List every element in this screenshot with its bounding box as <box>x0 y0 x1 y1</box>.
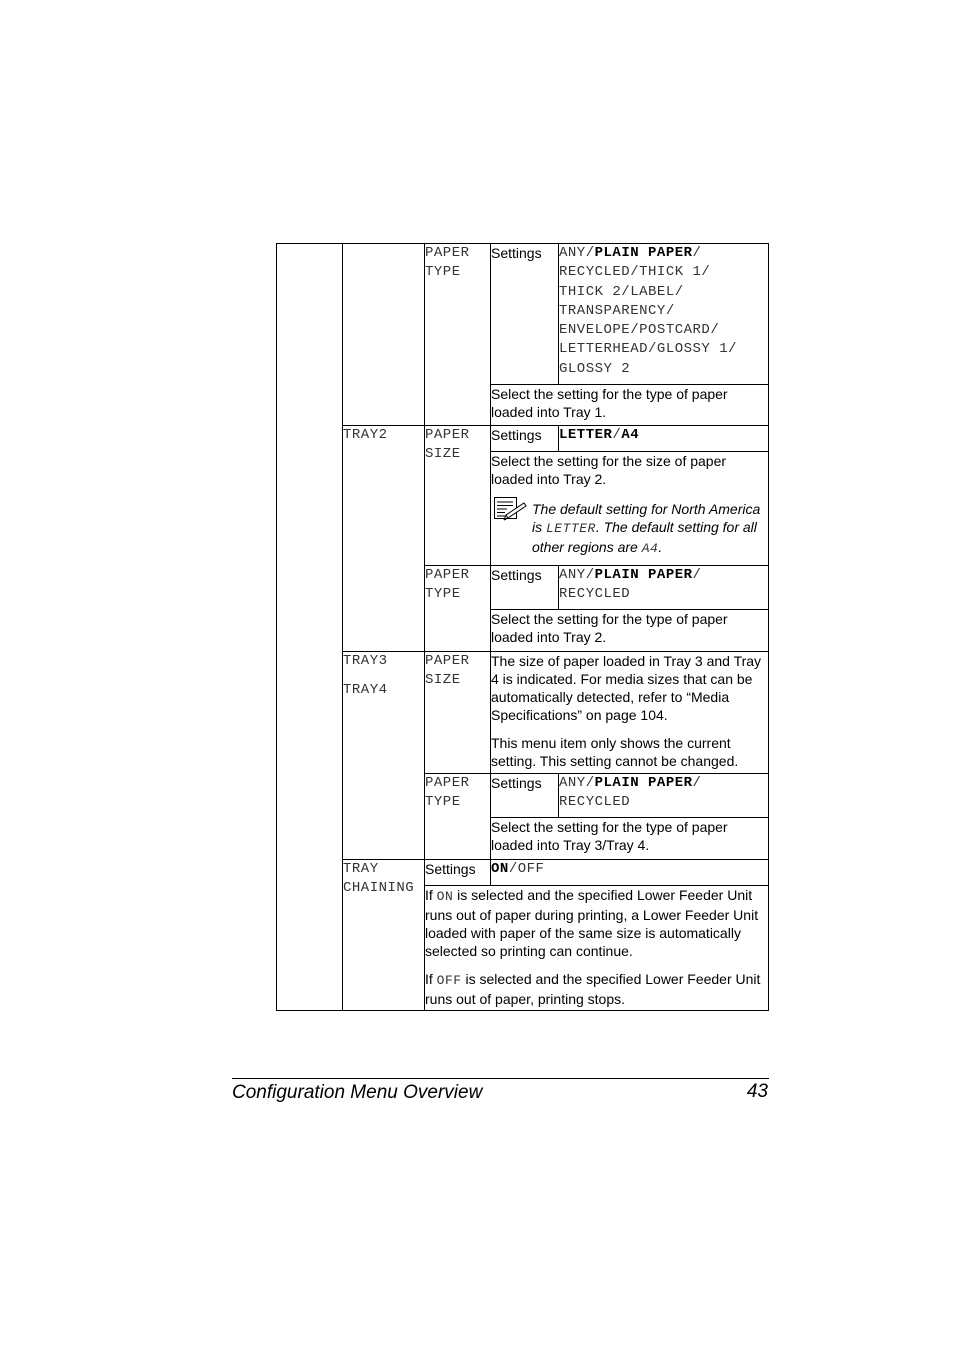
description-text: The size of paper loaded in Tray 3 and Tray 4 is indicated. For media sizes that can be automatically detected, refer to “Media Specifications” on page 104. <box>491 653 762 723</box>
tray34-paper-size-item: PAPER SIZE <box>425 652 491 774</box>
tray34-paper-type-item: PAPER TYPE <box>425 774 491 860</box>
tray1-paper-type-description: Select the setting for the type of paper loaded into Tray 1. <box>491 385 769 426</box>
description-text: This menu item only shows the current setting. This setting cannot be changed. <box>491 735 739 769</box>
settings-label: Settings <box>425 860 491 886</box>
description-text: Select the setting for the size of paper loaded into Tray 2. <box>491 453 727 487</box>
tray2-paper-size-item: PAPER SIZE <box>425 426 491 566</box>
tray34-paper-size-description <box>491 652 769 774</box>
note-pencil-icon <box>493 496 527 522</box>
tray2-paper-type-values: ANY/PLAIN PAPER/ RECYCLED <box>559 566 769 610</box>
tray-chaining-label: TRAY CHAINING <box>343 860 425 1011</box>
settings-label: Settings <box>491 426 559 452</box>
tray-chaining-values: ON/OFF <box>491 860 769 886</box>
tray3-label: TRAY3 <box>343 653 388 669</box>
tray2-paper-type-description: Select the setting for the type of paper loaded into Tray 2. <box>491 610 769 652</box>
tray2-paper-type-item: PAPER TYPE <box>425 566 491 652</box>
item-word: PAPER <box>425 245 470 261</box>
item-word: TYPE <box>425 264 461 281</box>
page-number: 43 <box>746 1081 768 1102</box>
tray2-paper-size-values: LETTER/A4 <box>559 426 769 452</box>
settings-label: Settings <box>491 774 559 818</box>
tray4-label: TRAY4 <box>343 682 388 699</box>
footer-title: Configuration Menu Overview <box>232 1082 483 1103</box>
tray34-paper-type-values: ANY/PLAIN PAPER/ RECYCLED <box>559 774 769 818</box>
settings-label: Settings <box>491 566 559 610</box>
tray-chaining-description <box>425 886 769 1011</box>
configuration-menu-table <box>276 243 769 1011</box>
settings-label: Settings <box>491 244 559 385</box>
tray34-label <box>343 652 425 860</box>
tray2-label: TRAY2 <box>343 426 425 652</box>
tray1-paper-type-item <box>425 244 491 426</box>
tray34-paper-type-description: Select the setting for the type of paper loaded into Tray 3/Tray 4. <box>491 818 769 860</box>
footer-rule <box>232 1078 769 1079</box>
top-level-menu-cell <box>277 244 343 1011</box>
tray1-cell <box>343 244 425 426</box>
description-text: If ON is selected and the specified Lower Feeder Unit runs out of paper during printing, a Lower Feeder Unit loaded with paper of the same size is automatically selected so printing can continue. <box>425 887 759 959</box>
tray2-paper-size-description <box>491 452 769 566</box>
description-text: If OFF is selected and the specified Lower Feeder Unit runs out of paper, printing stops. <box>425 971 761 1007</box>
note-block: The default setting for North America is LETTER. The default setting for all other regions are A4. <box>491 500 768 558</box>
tray1-paper-type-values: ANY/PLAIN PAPER/ RECYCLED/THICK 1/ THICK 2/LABEL/ TRANSPARENCY/ ENVELOPE/POSTCARD/ LETTERHEAD/GLOSSY 1/ GLOSSY 2 <box>559 244 769 385</box>
